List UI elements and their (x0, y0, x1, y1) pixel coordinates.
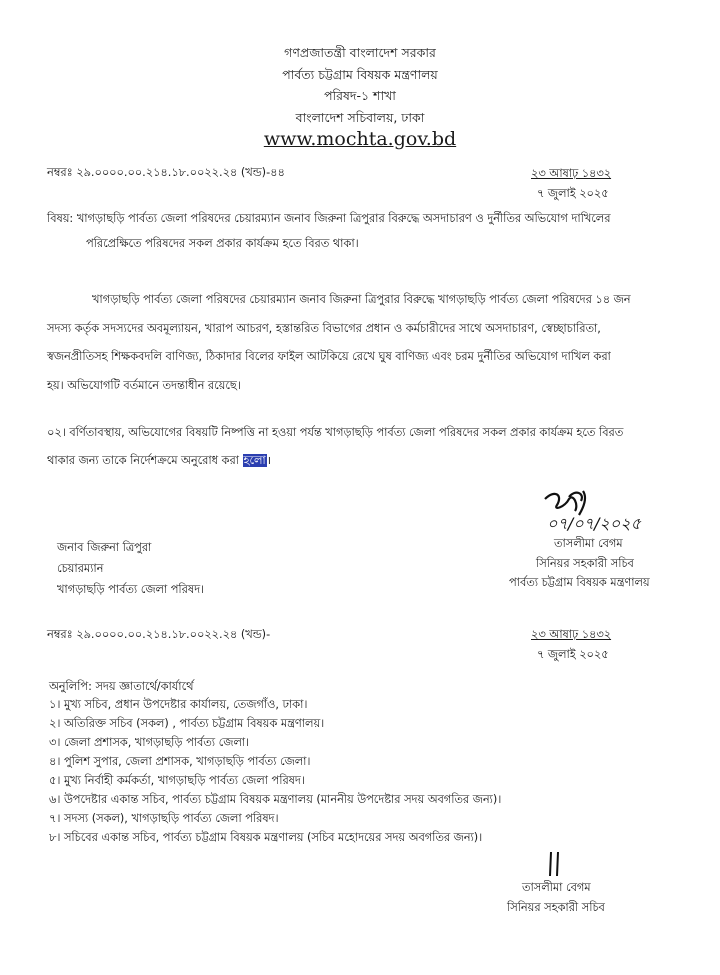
copy-item: ৪। পুলিশ সুপার, জেলা প্রশাসক, খাগড়াছড়ি পার্বত্য জেলা। (49, 755, 311, 768)
subject-text-1: খাগড়াছড়ি পার্বত্য জেলা পরিষদের চেয়ারম্যান জনাব জিরুনা ত্রিপুরার বিরুদ্ধে অসদাচারণ ও দুর্নীতির অভিযোগ দাখিলের (76, 212, 611, 225)
initial-signature (545, 850, 565, 878)
recipient-name: জনাব জিরুনা ত্রিপুরা (57, 541, 152, 554)
header-branch: পরিষদ-১ শাখা (324, 88, 396, 103)
body-para2-line-1: ০২। বর্ণিতাবস্থায়, অভিযোগের বিষয়টি নিষ্পত্তি না হওয়া পর্যন্ত খাগড়াছড়ি পার্বত্য জেলা পরিষদের সকল প্রকার কার্যক্রম হতে বিরত (47, 426, 624, 439)
copy-item: ২। অতিরিক্ত সচিব (সকল) , পার্বত্য চট্টগ্রাম বিষয়ক মন্ত্রণালয়। (49, 717, 325, 730)
highlighted-word: হলো (243, 454, 266, 467)
memo2-date-bangla: ২৩ আষাঢ় ১৪৩২ (531, 628, 612, 641)
body-para1-line: সদস্য কর্তৃক সদস্যদের অবমূল্যায়ন, খারাপ আচরণ, হস্তান্তরিত বিভাগের প্রধান ও কর্মচারীদের সাথে অসদাচারণ, স্বেচ্ছাচারিতা, (47, 322, 601, 335)
signatory-designation: সিনিয়র সহকারী সচিব (536, 557, 634, 570)
website-link[interactable]: www.mochta.gov.bd (263, 128, 457, 150)
copy-heading: অনুলিপি: সদয় জ্ঞাতার্থে/কার্যার্থে (49, 680, 194, 693)
signatory2-name: তাসলীমা বেগম (522, 881, 591, 894)
copy-item: ৮। সচিবের একান্ত সচিব, পার্বত্য চট্টগ্রাম বিষয়ক মন্ত্রণালয় (সচিব মহোদয়ের সদয় অবগতির জন্য)। (49, 831, 483, 844)
subject-line-1 (47, 211, 610, 227)
handwritten-signature (535, 487, 665, 537)
body-para2-text: থাকার জন্য তাকে নির্দেশক্রমে অনুরোধ করা (47, 454, 243, 467)
memo2-number: নম্বরঃ ২৯.০০০০.০০.২১৪.১৮.০০২২.২৪ (খন্ড)- (47, 628, 271, 641)
copy-item: ৫। মুখ্য নির্বাহী কর্মকর্তা, খাগড়াছড়ি পার্বত্য জেলা পরিষদ। (49, 774, 305, 787)
memo-date-english: ৭ জুলাই ২০২৫ (537, 187, 609, 200)
body-para2-line-2 (47, 453, 271, 469)
memo2-date-english: ৭ জুলাই ২০২৫ (537, 648, 609, 661)
header-government: গণপ্রজাতন্ত্রী বাংলাদেশ সরকার (284, 45, 436, 60)
subject-text-2: পরিপ্রেক্ষিতে পরিষদের সকল প্রকার কার্যক্রম হতে বিরত থাকা। (86, 237, 359, 250)
body-para1-line: হয়। অভিযোগটি বর্তমানে তদন্তাধীন রয়েছে। (47, 379, 241, 392)
header-secretariat: বাংলাদেশ সচিবালয়, ঢাকা (295, 110, 425, 125)
subject-label: বিষয়: (47, 212, 74, 225)
recipient-designation: চেয়ারম্যান (57, 562, 104, 575)
memo-date-bangla: ২৩ আষাঢ় ১৪৩২ (531, 167, 612, 180)
copy-item: ৩। জেলা প্রশাসক, খাগড়াছড়ি পার্বত্য জেলা। (49, 736, 250, 749)
body-para2-end: । (266, 454, 271, 467)
body-para1-line: খাগড়াছড়ি পার্বত্য জেলা পরিষদের চেয়ারম্যান জনাব জিরুনা ত্রিপুরার বিরুদ্ধে খাগড়াছড়ি পার্বত্য জেলা পরিষদের ১৪ জন (92, 293, 631, 306)
signatory2-designation: সিনিয়র সহকারী সচিব (507, 901, 605, 914)
body-para1-line: স্বজনপ্রীতিসহ শিক্ষকবদলি বাণিজ্য, ঠিকাদার বিলের ফাইল আটকিয়ে রেখে ঘুষ বাণিজ্য এবং চরম দুর্নীতির অভিযোগ দাখিল করা (47, 350, 611, 363)
recipient-office: খাগড়াছড়ি পার্বত্য জেলা পরিষদ। (57, 583, 205, 596)
signatory-office: পার্বত্য চট্টগ্রাম বিষয়ক মন্ত্রণালয় (509, 576, 650, 589)
copy-item: ৭। সদস্য (সকল), খাগড়াছড়ি পার্বত্য জেলা পরিষদ। (49, 812, 279, 825)
signatory-name: তাসলীমা বেগম (554, 537, 623, 550)
copy-item: ১। মুখ্য সচিব, প্রধান উপদেষ্টার কার্যালয়, তেজগাঁও, ঢাকা। (49, 698, 308, 711)
memo-number: নম্বরঃ ২৯.০০০০.০০.২১৪.১৮.০০২২.২৪ (খন্ড)-৪৪ (47, 166, 285, 179)
copy-item: ৬। উপদেষ্টার একান্ত সচিব, পার্বত্য চট্টগ্রাম বিষয়ক মন্ত্রণালয় (মাননীয় উপদেষ্টার সদয় অবগতির জন্য)। (49, 793, 502, 806)
signature-date: ০৭/০৭/২০২৫ (547, 514, 641, 533)
header-ministry: পার্বত্য চট্টগ্রাম বিষয়ক মন্ত্রণালয় (282, 67, 438, 82)
